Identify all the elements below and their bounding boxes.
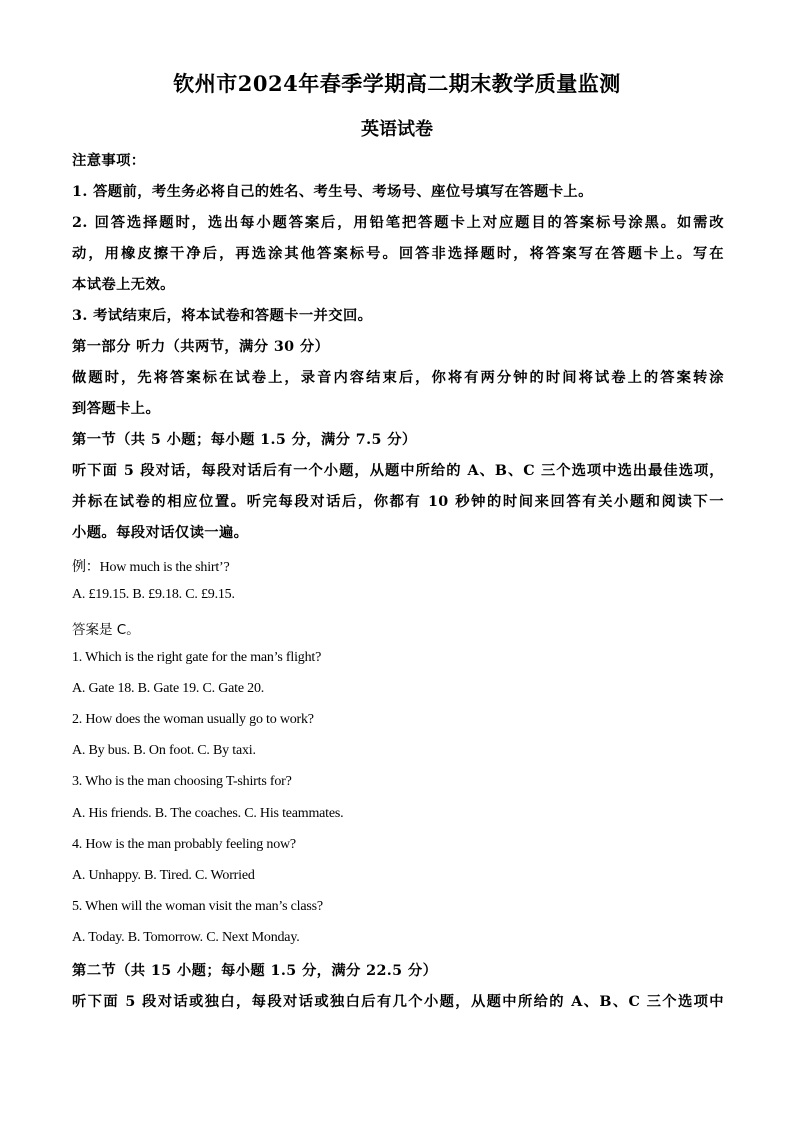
example-options: A. £19.15. B. £9.18. C. £9.15. [72,587,235,602]
notice-item-2-line-1: 2. 回答选择题时，选出每小题答案后，用铅笔把答题卡上对应题目的答案标号涂黑。如需改 [72,215,724,231]
question-3: 3. Who is the man choosing T-shirts for? [72,774,292,789]
section2-heading: 第二节（共 15 小题；每小题 1.5 分，满分 22.5 分） [72,963,438,979]
section1-instruction-line-2: 并标在试卷的相应位置。听完每段对话后，你都有 10 秒钟的时间来回答有关小题和阅读下一 [72,494,724,510]
example-answer: 答案是 C。 [72,622,140,638]
section1-heading: 第一节（共 5 小题；每小题 1.5 分，满分 7.5 分） [72,432,417,448]
notice-item-3: 3. 考试结束后，将本试卷和答题卡一并交回。 [72,308,373,324]
page-title: 钦州市2024年春季学期高二期末教学质量监测 [173,71,621,96]
page-subtitle: 英语试卷 [361,119,433,140]
part1-intro-line-1: 做题时，先将答案标在试卷上，录音内容结束后，你将有两分钟的时间将试卷上的答案转涂 [72,370,724,386]
section1-instruction-line-3: 小题。每段对话仅读一遍。 [72,525,249,541]
part1-heading: 第一部分 听力（共两节，满分 30 分） [72,339,330,355]
notice-item-2-line-3: 本试卷上无效。 [72,277,175,293]
question-2: 2. How does the woman usually go to work? [72,712,314,727]
part1-intro-line-2: 到答题卡上。 [72,401,161,417]
question-2-options: A. By bus. B. On foot. C. By taxi. [72,743,256,758]
question-1: 1. Which is the right gate for the man’s flight? [72,650,322,665]
notice-heading: 注意事项： [72,153,146,169]
question-1-options: A. Gate 18. B. Gate 19. C. Gate 20. [72,681,265,696]
question-5-options: A. Today. B. Tomorrow. C. Next Monday. [72,930,300,945]
notice-item-1: 1. 答题前，考生务必将自己的姓名、考生号、考场号、座位号填写在答题卡上。 [72,184,593,200]
notice-item-2-line-2: 动，用橡皮擦干净后，再选涂其他答案标号。回答非选择题时，将答案写在答题卡上。写在 [72,246,724,262]
section1-instruction-line-1: 听下面 5 段对话，每段对话后有一个小题，从题中所给的 A、B、C 三个选项中选出最佳选项， [72,463,724,479]
question-5: 5. When will the woman visit the man’s class? [72,899,323,914]
question-4-options: A. Unhappy. B. Tired. C. Worried [72,868,255,883]
example-question: 例：How much is the shirt’? [72,560,230,575]
question-3-options: A. His friends. B. The coaches. C. His teammates. [72,806,344,821]
question-4: 4. How is the man probably feeling now? [72,837,296,852]
section2-instruction-line-1: 听下面 5 段对话或独白，每段对话或独白后有几个小题，从题中所给的 A、B、C 三个选项中 [72,994,724,1010]
